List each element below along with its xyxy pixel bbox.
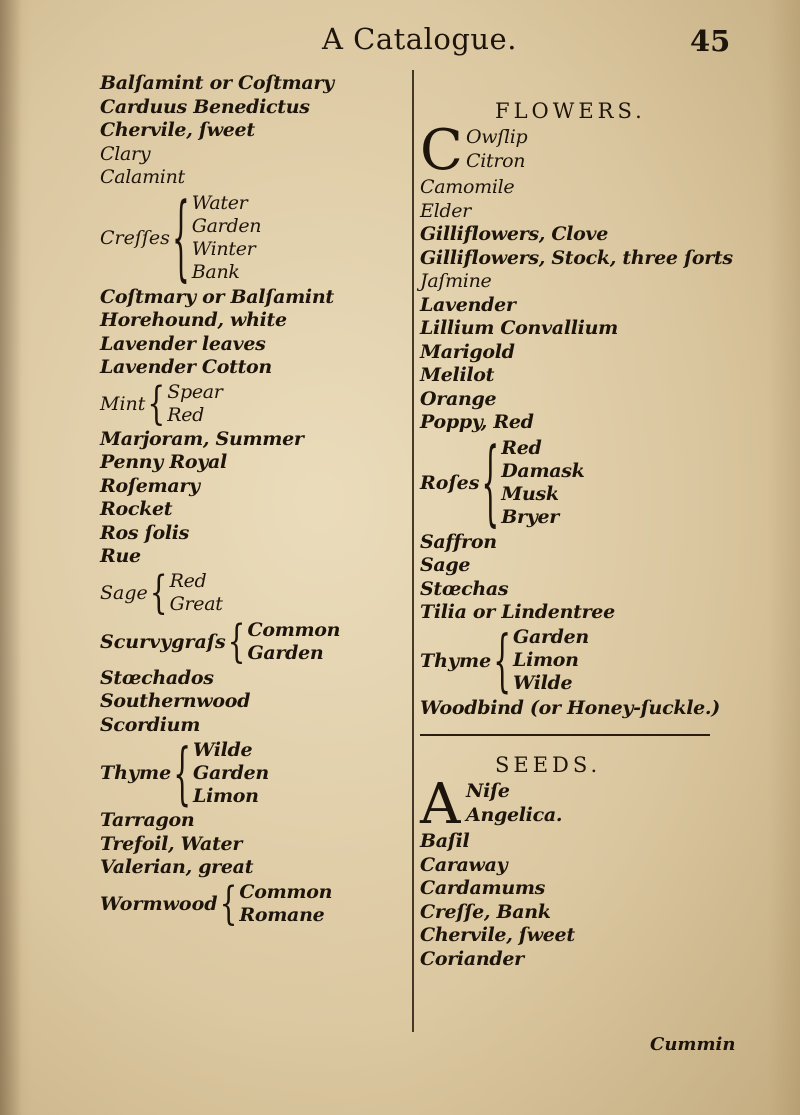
list-item: Winter — [191, 237, 256, 260]
list-item: Camomile — [420, 176, 515, 198]
scurvygrass-group — [100, 617, 405, 667]
list-item: Wilde — [193, 738, 253, 761]
group-items — [193, 739, 269, 808]
list-item: Water — [191, 191, 248, 214]
group-label: Scurvygraſs — [100, 630, 226, 653]
list-item: Creſſe, Bank — [420, 900, 551, 923]
list-item: Gilliflowers, Clove — [420, 223, 608, 245]
list-item: Scordium — [100, 713, 200, 736]
list-item: Common — [239, 880, 333, 903]
list-item: Garden — [247, 641, 324, 664]
flowers-heading: FLOWERS. — [495, 99, 646, 123]
column-divider — [412, 70, 414, 1032]
group-label: Wormwood — [100, 892, 218, 915]
list-item: Cardamums — [420, 877, 546, 899]
list-item: Horehound, white — [100, 309, 287, 331]
list-item: Tilia or Lindentree — [420, 601, 615, 623]
brace-icon: { — [149, 566, 168, 619]
list-item: Niſe — [466, 780, 510, 802]
list-item: Citron — [466, 149, 526, 172]
list-item: Great — [169, 592, 223, 615]
page-number: 45 — [690, 24, 731, 58]
group-label: Thyme — [420, 649, 492, 672]
list-item: Garden — [513, 626, 589, 648]
list-item: Jaſmine — [420, 270, 492, 292]
list-item: Bryer — [501, 505, 559, 528]
list-item: Rocket — [100, 498, 173, 520]
seeds-heading: SEEDS. — [495, 753, 602, 777]
roses-group — [420, 428, 720, 537]
group-items — [239, 881, 332, 927]
list-item: Red — [167, 403, 205, 426]
list-item: Southernwood — [100, 690, 251, 712]
list-item: Saffron — [420, 530, 497, 553]
list-item: Wilde — [513, 672, 573, 694]
list-item: Musk — [501, 482, 559, 505]
group-label: Creſſes — [100, 226, 170, 249]
page-header-title: A Catalogue. — [322, 22, 517, 56]
left-column — [100, 72, 405, 928]
list-item: Balſamint or Coſtmary — [100, 72, 334, 94]
list-item: Garden — [193, 761, 269, 784]
list-item: Lillium Convallium — [420, 317, 618, 339]
list-item: Red — [501, 436, 542, 459]
list-item: Carduus Benedictus — [100, 95, 310, 118]
list-item: Garden — [191, 214, 262, 237]
mint-group — [100, 377, 405, 430]
flowers-dropcap-block — [420, 118, 720, 183]
list-item: Penny Royal — [100, 451, 227, 473]
list-item: Romane — [239, 903, 325, 926]
list-item: Ros ſolis — [100, 521, 190, 544]
list-item: Tarragon — [100, 809, 195, 831]
list-item: Woodbind (or Honey-ſuckle.) — [420, 696, 720, 719]
brace-icon: { — [493, 620, 512, 701]
list-item: Caraway — [420, 853, 508, 876]
wormwood-group — [100, 877, 405, 930]
brace-icon: { — [171, 183, 190, 292]
list-item: Chervile, ſweet — [420, 924, 575, 946]
cresses-group — [100, 183, 405, 292]
group-items — [192, 192, 261, 284]
list-item: Sage — [420, 554, 471, 576]
list-item: Stœchados — [100, 666, 214, 689]
list-item: Stœchas — [420, 577, 509, 600]
list-item: Chervile, ſweet — [100, 119, 255, 141]
section-rule — [420, 734, 710, 736]
brace-icon: { — [227, 615, 246, 668]
group-items — [167, 381, 222, 427]
list-item: Orange — [420, 387, 497, 410]
group-items — [513, 626, 589, 695]
list-item: Lavender Cotton — [100, 356, 272, 378]
group-items — [248, 619, 341, 665]
brace-icon: { — [147, 377, 166, 430]
list-item: Gilliflowers, Stock, three ſorts — [420, 246, 733, 269]
list-item: Angelica. — [466, 803, 563, 826]
list-item: Valerian, great — [100, 856, 254, 878]
list-item: Owſlip — [466, 126, 528, 148]
list-item: Marjoram, Summer — [100, 427, 304, 450]
dropcap: C — [420, 118, 463, 183]
list-item: Bank — [191, 260, 240, 283]
thyme-group — [420, 620, 720, 701]
brace-icon: { — [173, 733, 192, 813]
catchword: Cummin — [650, 1034, 736, 1055]
brace-icon: { — [219, 877, 238, 930]
list-item: Common — [247, 618, 341, 641]
thyme-group — [100, 733, 405, 813]
list-item: Damask — [501, 459, 585, 482]
list-item: Red — [169, 569, 207, 592]
list-item: Poppy, Red — [420, 411, 534, 433]
list-item: Marigold — [420, 340, 515, 363]
group-label: Sage — [100, 581, 148, 604]
list-item: Baſil — [420, 830, 470, 852]
dropcap-lines — [466, 780, 562, 827]
list-item: Trefoil, Water — [100, 832, 243, 855]
list-item: Elder — [420, 199, 471, 222]
list-item: Roſemary — [100, 474, 200, 497]
group-label: Thyme — [100, 762, 172, 784]
list-item: Spear — [167, 380, 223, 403]
dropcap-lines — [466, 126, 527, 173]
list-item: Melilot — [420, 364, 495, 386]
group-label: Roſes — [420, 471, 480, 494]
list-item: Coſtmary or Balſamint — [100, 285, 334, 308]
dropcap: A — [420, 772, 461, 837]
list-item: Coriander — [420, 947, 524, 970]
seeds-dropcap-block — [420, 772, 720, 837]
group-items — [170, 570, 223, 616]
list-item: Lavender leaves — [100, 332, 266, 355]
list-item: Clary — [100, 142, 151, 165]
sage-group — [100, 566, 405, 619]
list-item: Limon — [193, 784, 259, 807]
group-items — [501, 437, 584, 529]
brace-icon: { — [481, 428, 500, 537]
list-item: Limon — [513, 649, 579, 671]
list-item: Rue — [100, 545, 141, 567]
right-column — [420, 96, 733, 971]
list-item: Lavender — [420, 293, 516, 316]
list-item: Calamint — [100, 166, 185, 188]
group-label: Mint — [100, 392, 146, 415]
